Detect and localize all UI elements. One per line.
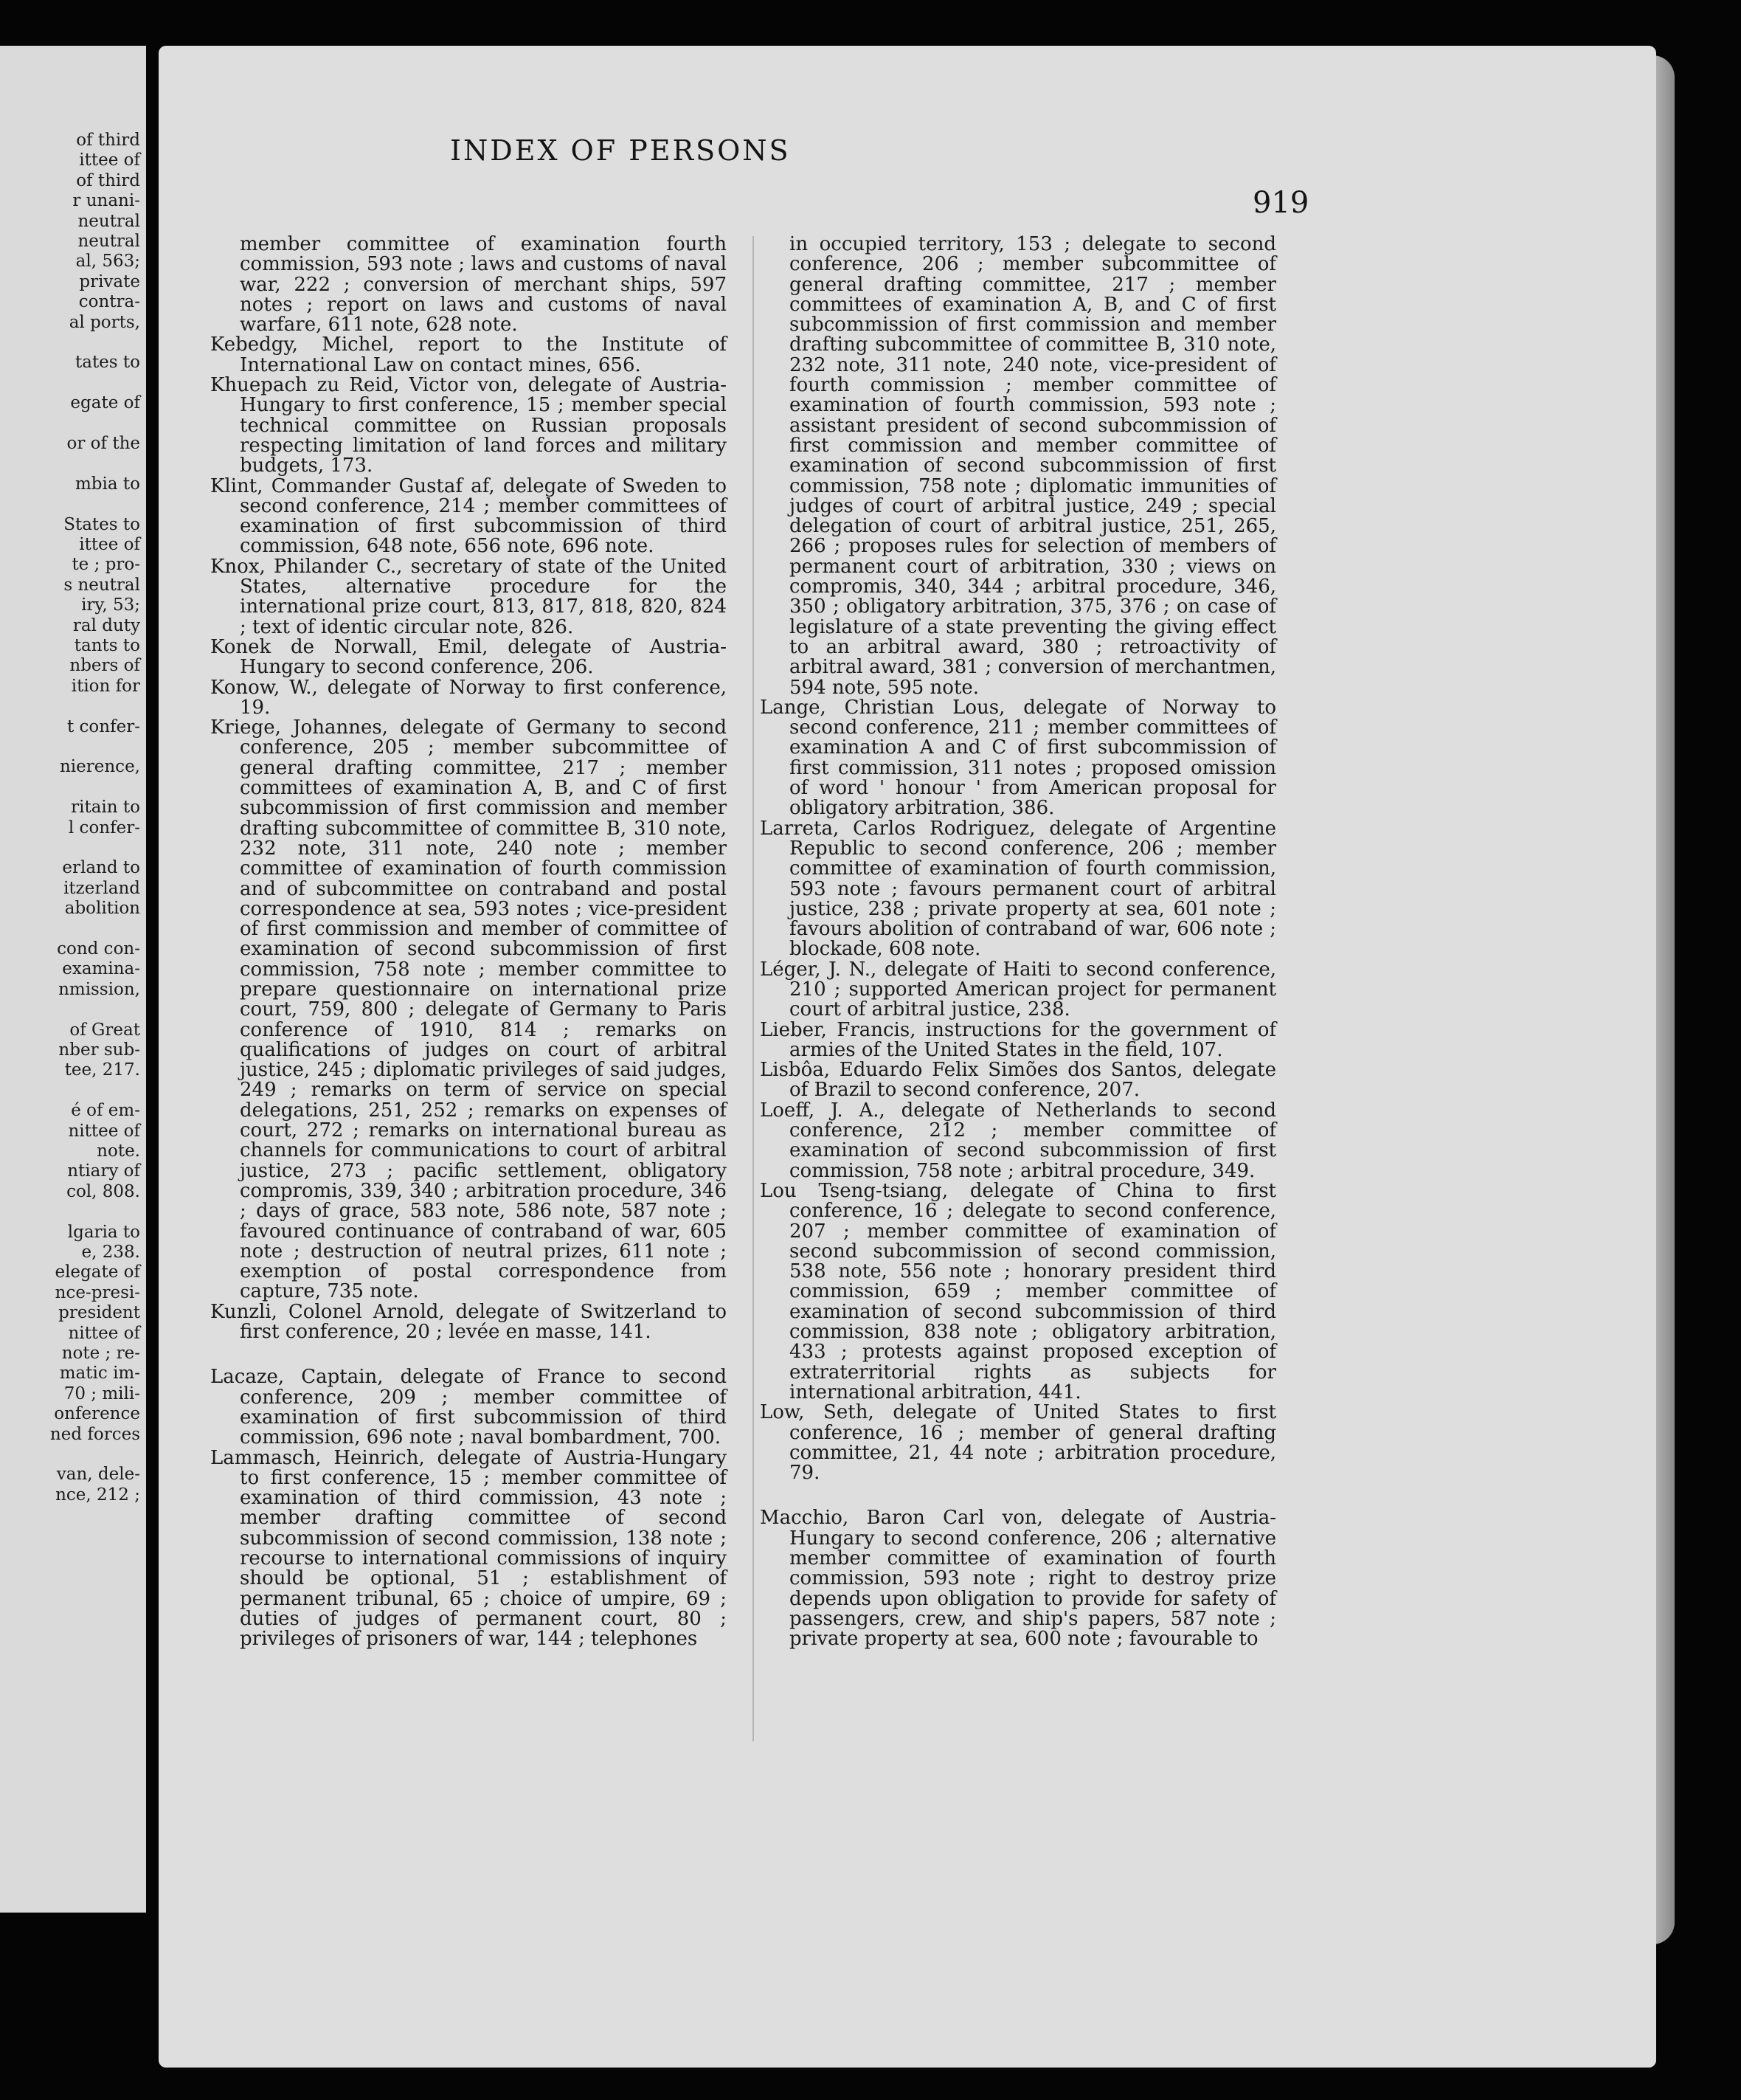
prev-page-fragment: r unani- (72, 191, 140, 211)
prev-page-fragment: matic im- (59, 1364, 140, 1384)
prev-page-fragment: neutral (77, 232, 140, 251)
prev-page-fragment: of Great (69, 1020, 140, 1040)
prev-page-fragment: e, 238. (81, 1243, 140, 1262)
left-column (210, 235, 727, 1649)
section-gap (760, 1483, 1276, 1508)
index-entry: Khuepach zu Reid, Victor von, delegate of Austria-Hungary to first conference, 15 ; member special technical committee on Russian proposals respecting limitation of land forces and military budgets, 173. (210, 374, 727, 477)
prev-page-fragment: s neutral (63, 575, 140, 595)
index-entry: Kunzli, Colonel Arnold, delegate of Switzerland to first conference, 20 ; levée en masse, 141. (210, 1300, 727, 1344)
right-column (760, 235, 1276, 1649)
prev-page-fragment: States to (63, 514, 140, 534)
running-head: INDEX OF PERSONS (450, 134, 791, 167)
index-entry: Kriege, Johannes, delegate of Germany to second conference, 205 ; member subcommittee of general drafting committee, 217 ; member committees of examination A, B, and C of first subcommission of first commission and member drafting subcommittee of committee B, 310 note, 232 note, 311 note, 240 note ; member committee of examination of fourth commission and of subcommittee on contraband and postal correspondence at sea, 593 notes ; vice-president of first commission and member of committee of examination of second subcommission of first commission, 758 note ; member committee to prepare questionnaire on international prize court, 759, 800 ; delegate of Germany to Paris conference of 1910, 814 ; remarks on qualifications of judges on court of arbitral justice, 245 ; diplomatic privileges of said judges, 249 ; remarks on term of service on special delegations, 251, 252 ; remarks on expenses of court, 272 ; remarks on international bureau as channels for communications to court of arbitral justice, 273 ; pacific settlement, obligatory compromis, 339, 340 ; arbitration procedure, 346 ; days of grace, 583 note, 586 note, 587 note ; favoured continuance of contraband of war, 605 note ; destruction of neutral prizes, 611 note ; exemption of postal correspondence from capture, 735 note. (210, 716, 727, 1303)
prev-page-fragment: tates to (75, 353, 140, 373)
prev-page-fragment: president (58, 1303, 140, 1323)
prev-page-fragment: ntiary of (67, 1161, 140, 1181)
index-entry: Lange, Christian Lous, delegate of Norway to second conference, 211 ; member committees of examination A and C of first subcommission of first commission, 311 notes ; proposed omission of word ' honour ' from American proposal for obligatory arbitration, 386. (760, 696, 1276, 820)
prev-page-fragment: ition for (71, 676, 140, 696)
prev-page-fragment: erland to (62, 858, 140, 878)
prev-page-fragment: cond con- (57, 939, 140, 959)
prev-page-fragment: or of the (66, 434, 140, 453)
index-entry: Lisbôa, Eduardo Felix Simões dos Santos, delegate of Brazil to second conference, 207. (760, 1059, 1276, 1102)
prev-page-fragment: ittee of (79, 535, 140, 554)
prev-page-fragment: nierence, (59, 757, 140, 777)
prev-page-fragment: mbia to (75, 474, 140, 494)
index-entry: Larreta, Carlos Rodriguez, delegate of Argentine Republic to second conference, 206 ; member committee of examination of fourth commission, 593 note ; favours permanent court of arbitral justice, 238 ; private property at sea, 601 note ; favours abolition of contraband of war, 606 note ; blockade, 608 note. (760, 817, 1276, 961)
index-entry: Léger, J. N., delegate of Haiti to second conference, 210 ; supported American project for permanent court of arbitral justice, 238. (760, 958, 1276, 1021)
prev-page-fragment: nbers of (69, 656, 140, 676)
prev-page-fragment: nce, 212 ; (55, 1485, 140, 1505)
prev-page-fragment: private (79, 272, 140, 291)
index-entry: Lacaze, Captain, delegate of France to second conference, 209 ; member committee of examination of first subcommission of third commission, 696 note ; naval bombardment, 700. (210, 1366, 727, 1449)
prev-page-fragment: contra- (78, 292, 140, 312)
index-entry: Konek de Norwall, Emil, delegate of Austria-Hungary to second conference, 206. (210, 635, 727, 679)
prev-page-fragment: note. (97, 1141, 140, 1161)
index-entry: Loeff, J. A., delegate of Netherlands to second conference, 212 ; member committee of examination of second subcommission of first commission, 758 note ; arbitral procedure, 349. (760, 1099, 1276, 1182)
prev-page-fragment: ral duty (72, 615, 140, 635)
prev-page-fragment: al, 563; (75, 252, 140, 272)
prev-page-fragment: é of em- (71, 1101, 140, 1121)
prev-page-fragment: 70 ; mili- (63, 1384, 140, 1403)
section-gap (210, 1342, 727, 1367)
index-entry: Lou Tseng-tsiang, delegate of China to first conference, 16 ; delegate to second conference, 207 ; member committee of examination of second subcommission of second commission, 538 note, 556 note ; honorary president third commission, 659 ; member committee of examination of second subcommission of third commission, 838 note ; obligatory arbitration, 433 ; protests against proposed exception of extraterritorial rights as subjects for international arbitration, 441. (760, 1179, 1276, 1403)
prev-page-fragment: tants to (74, 636, 140, 655)
prev-page-fragment: al ports, (69, 312, 140, 332)
index-entry-continuation: member committee of examination fourth commission, 593 note ; laws and customs of naval war, 222 ; conversion of merchant ships, 597 notes ; report on laws and customs of naval warfare, 611 note, 628 note. (240, 233, 727, 336)
index-entry-continuation: in occupied territory, 153 ; delegate to second conference, 206 ; member subcommittee of general drafting committee, 217 ; member committees of examination A, B, and C of first subcommission of first commission and member drafting subcommittee of committee B, 310 note, 232 note, 311 note, 240 note, vice-president of fourth commission ; member committee of examination of fourth commission, 593 note ; assistant president of second subcommission of first commission and member committee of examination of second subcommission of first commission, 758 note ; diplomatic immunities of judges of court of arbitral justice, 249 ; special delegation of court of arbitral justice, 251, 265, 266 ; proposes rules for selection of members of permanent court of arbitration, 330 ; views on compromis, 340, 344 ; arbitral procedure, 346, 350 ; obligatory arbitration, 375, 376 ; on case of legislature of a state preventing the giving effect to an arbitral award, 380 ; retroactivity of arbitral award, 381 ; conversion of merchantmen, 594 note, 595 note. (789, 233, 1276, 699)
page-number: 919 (1253, 186, 1309, 220)
index-entry: Macchio, Baron Carl von, delegate of Austria-Hungary to second conference, 206 ; alternative member committee of examination of fourth commission, 593 note ; right to destroy prize depends upon obligation to provide for safety of passengers, crew, and ship's papers, 587 note ; private property at sea, 600 note ; favourable to (760, 1507, 1276, 1651)
prev-page-fragment: lgaria to (67, 1222, 140, 1242)
prev-page-fragment: examina- (62, 959, 140, 979)
prev-page-fragment: tee, 217. (64, 1060, 140, 1080)
prev-page-fragment: ned forces (49, 1424, 140, 1444)
prev-page-fragment: ritain to (71, 798, 140, 818)
prev-page-fragment: neutral (77, 211, 140, 231)
prev-page-fragment: nittee of (68, 1323, 140, 1343)
prev-page-fragment: onference (54, 1404, 140, 1424)
prev-page-fragment: of third (76, 131, 140, 150)
prev-page-fragment: itzerland (63, 878, 140, 898)
prev-page-fragment: l confer- (68, 818, 140, 837)
index-entry: Lieber, Francis, instructions for the government of armies of the United States in the field, 107. (760, 1018, 1276, 1061)
prev-page-fragment: te ; pro- (72, 555, 140, 575)
prev-page-fragment: iry, 53; (81, 595, 140, 615)
column-rule (752, 236, 754, 1741)
prev-page-fragment: ittee of (79, 151, 140, 170)
prev-page-fragment: note ; re- (61, 1344, 140, 1363)
prev-page-fragment: nber sub- (58, 1040, 140, 1060)
index-entry: Knox, Philander C., secretary of state of the United States, alternative procedure for the international prize court, 813, 817, 818, 820, 824 ; text of identic circular note, 826. (210, 555, 727, 638)
prev-page-fragment: elegate of (55, 1263, 140, 1282)
prev-page-fragment: van, dele- (56, 1465, 140, 1485)
index-entry: Kebedgy, Michel, report to the Institute of International Law on contact mines, 656. (210, 334, 727, 376)
index-entry: Lammasch, Heinrich, delegate of Austria-Hungary to first conference, 15 ; member committee of examination of third commission, 43 note ; member drafting committee of second subcommission of second commission, 138 note ; recourse to international commissions of inquiry should be optional, 51 ; establishment of permanent tribunal, 65 ; choice of umpire, 69 ; duties of judges of permanent court, 80 ; privileges of prisoners of war, 144 ; telephones (210, 1446, 727, 1651)
index-entry: Klint, Commander Gustaf af, delegate of Sweden to second conference, 214 ; member committees of examination of first subcommission of third commission, 648 note, 656 note, 696 note. (210, 474, 727, 558)
index-entry: Low, Seth, delegate of United States to first conference, 16 ; member of general drafting committee, 21, 44 note ; arbitration procedure, 79. (760, 1401, 1276, 1485)
prev-page-fragment: of third (76, 170, 140, 190)
prev-page-fragment: t confer- (67, 716, 140, 736)
prev-page-fragment: nittee of (68, 1121, 140, 1141)
prev-page-fragment: nmission, (58, 979, 140, 999)
prev-page-fragment: egate of (70, 393, 140, 413)
prev-page-fragment: col, 808. (66, 1181, 140, 1201)
prev-page-fragment: abolition (64, 899, 140, 919)
prev-page-fragment: nce-presi- (55, 1282, 140, 1302)
previous-page-edge (0, 46, 146, 1913)
index-entry: Konow, W., delegate of Norway to first conference, 19. (210, 676, 727, 719)
